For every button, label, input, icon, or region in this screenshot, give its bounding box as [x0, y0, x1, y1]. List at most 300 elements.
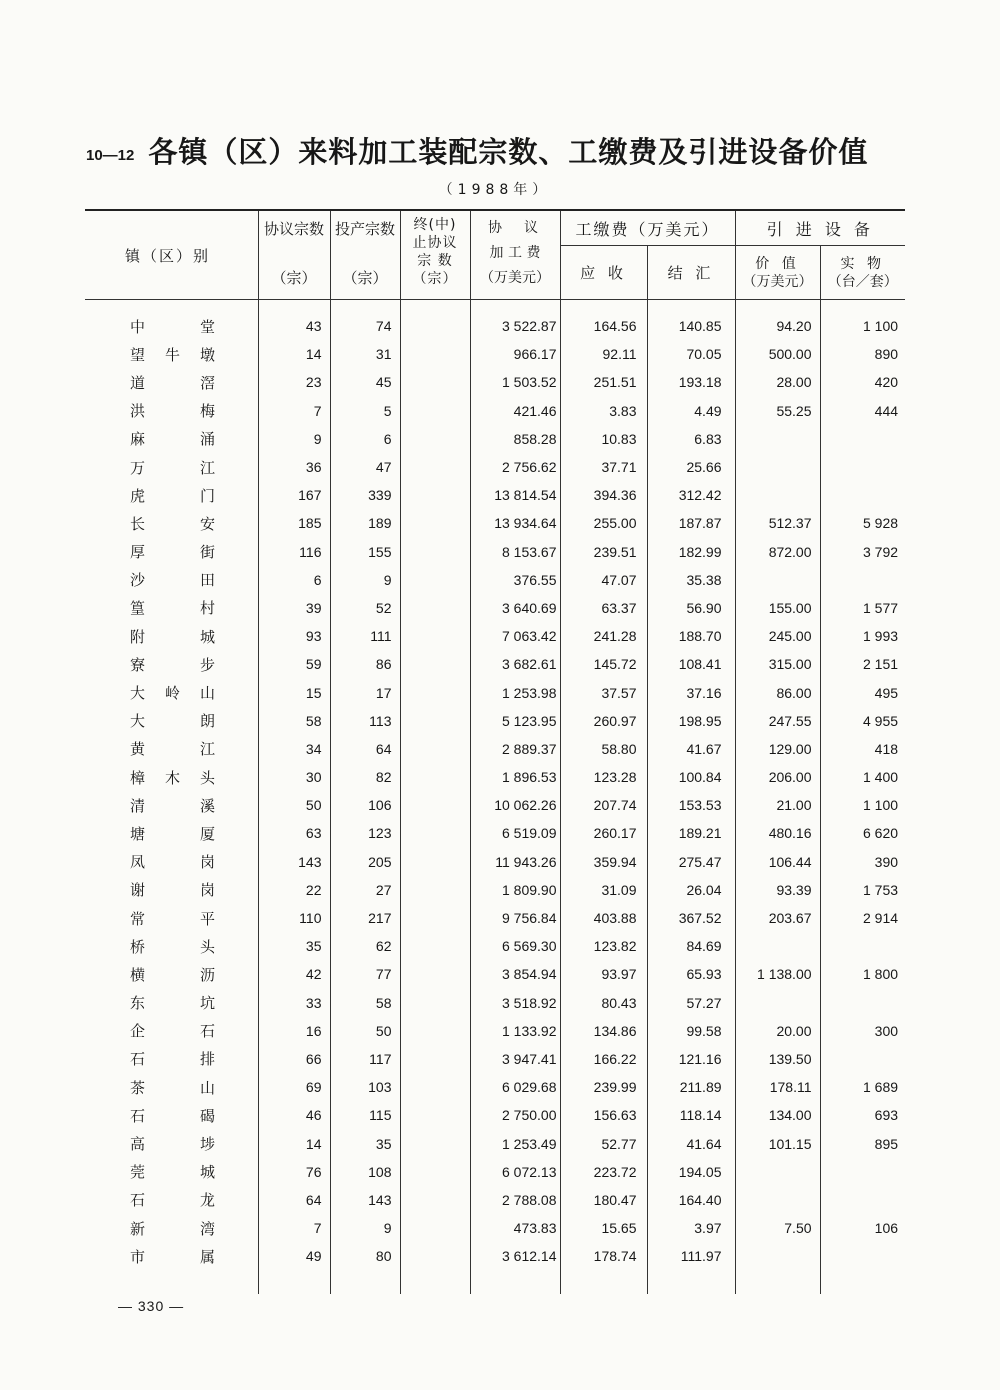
town-name: 大 岭 山: [130, 684, 215, 703]
cell-in-production: 9: [330, 566, 400, 594]
header-town-label: 镇（区）别: [125, 246, 211, 265]
table-row: [85, 594, 905, 622]
spacer-cell: [400, 300, 470, 313]
cell-remitted: 189.21: [647, 819, 735, 847]
cell-receivable: 239.51: [560, 538, 647, 566]
cell-agreements: 35: [258, 932, 330, 960]
cell-equipment-units: 693: [874, 1107, 899, 1124]
cell-receivable: 164.56: [560, 312, 647, 340]
cell-remitted: 35.38: [647, 566, 735, 594]
cell-agreements: 69: [258, 1073, 330, 1101]
town-name: 莞 城: [130, 1163, 215, 1182]
cell-terminated: [400, 538, 470, 566]
cell-in-production: 74: [330, 312, 400, 340]
cell-equipment-units: [820, 1045, 905, 1073]
cell-agreements: 185: [258, 509, 330, 537]
table-row: [85, 1045, 905, 1073]
cell-equipment-value: 1 138.00: [735, 960, 820, 988]
cell-remitted: 198.95: [647, 707, 735, 735]
cell-remitted: 140.85: [647, 312, 735, 340]
cell-terminated: [400, 735, 470, 763]
cell-in-production: 113: [330, 707, 400, 735]
cell-processing-fee: 6 519.09: [470, 819, 560, 847]
cell-terminated: [400, 312, 470, 340]
cell-processing-fee: 421.46: [470, 397, 560, 425]
spacer-cell: [647, 1270, 735, 1294]
cell-town: [85, 1017, 258, 1045]
cell-town: [85, 622, 258, 650]
cell-receivable: 15.65: [560, 1214, 647, 1242]
town-name: 谢 岗: [130, 881, 215, 900]
cell-town: [85, 650, 258, 678]
table-row: [85, 509, 905, 537]
cell-equipment-value: 86.00: [735, 678, 820, 706]
header-terminated-line: 止协议: [412, 235, 458, 251]
cell-processing-fee: 3 854.94: [470, 960, 560, 988]
spacer-cell: [330, 1270, 400, 1294]
cell-processing-fee: 9 756.84: [470, 904, 560, 932]
cell-terminated: [400, 594, 470, 622]
cell-equipment-value: 206.00: [735, 763, 820, 791]
cell-receivable: 260.17: [560, 819, 647, 847]
cell-remitted: 41.64: [647, 1129, 735, 1157]
cell-town: [85, 1214, 258, 1242]
header-processing-charges-label: 工缴费（万美元）: [575, 219, 720, 239]
cell-processing-fee: 13 814.54: [470, 481, 560, 509]
cell-receivable: 241.28: [560, 622, 647, 650]
cell-equipment-value: 28.00: [735, 368, 820, 396]
cell-town: [85, 763, 258, 791]
cell-agreements: 9: [258, 425, 330, 453]
town-name: 篁 村: [130, 599, 215, 618]
cell-remitted: 25.66: [647, 453, 735, 481]
town-name: 万 江: [130, 458, 215, 477]
town-name: 道 滘: [130, 373, 215, 392]
cell-town: [85, 453, 258, 481]
table-row: [85, 763, 905, 791]
cell-town: [85, 1129, 258, 1157]
cell-terminated: [400, 1129, 470, 1157]
cell-in-production: 47: [330, 453, 400, 481]
table-row: [85, 904, 905, 932]
cell-equipment-units: [820, 1158, 905, 1186]
cell-processing-fee: 3 518.92: [470, 989, 560, 1017]
cell-agreements: 93: [258, 622, 330, 650]
table-row: [85, 1017, 905, 1045]
table-row: [85, 1073, 905, 1101]
cell-in-production: 86: [330, 650, 400, 678]
cell-town: [85, 848, 258, 876]
cell-town: [85, 932, 258, 960]
cell-equipment-value: 512.37: [735, 509, 820, 537]
cell-town: [85, 960, 258, 988]
cell-agreements: 143: [258, 848, 330, 876]
cell-agreements: 110: [258, 904, 330, 932]
cell-terminated: [400, 1158, 470, 1186]
cell-agreements: 58: [258, 707, 330, 735]
cell-receivable: 63.37: [560, 594, 647, 622]
cell-receivable: 251.51: [560, 368, 647, 396]
cell-remitted: 275.47: [647, 848, 735, 876]
cell-equipment-units: [820, 481, 905, 509]
cell-equipment-units: 6 620: [862, 825, 899, 842]
table-row: [85, 566, 905, 594]
spacer-cell: [647, 300, 735, 313]
table-row: [85, 1214, 905, 1242]
cell-agreements: 15: [258, 678, 330, 706]
cell-in-production: 339: [330, 481, 400, 509]
cell-remitted: 6.83: [647, 425, 735, 453]
cell-processing-fee: 6 569.30: [470, 932, 560, 960]
town-name: 中 堂: [130, 317, 215, 336]
cell-equipment-value: 480.16: [735, 819, 820, 847]
header-equipment-value-label: 价 值: [755, 255, 800, 272]
cell-in-production: 6: [330, 425, 400, 453]
cell-receivable: 239.99: [560, 1073, 647, 1101]
cell-equipment-units: 4 955: [862, 712, 899, 729]
town-name: 市 属: [130, 1247, 215, 1266]
cell-agreements: 34: [258, 735, 330, 763]
cell-processing-fee: 376.55: [470, 566, 560, 594]
cell-equipment-units: 418: [874, 740, 899, 757]
cell-remitted: 37.16: [647, 678, 735, 706]
cell-terminated: [400, 566, 470, 594]
cell-equipment-value: [735, 1186, 820, 1214]
spacer-cell: [330, 300, 400, 313]
cell-equipment-value: 245.00: [735, 622, 820, 650]
cell-remitted: 41.67: [647, 735, 735, 763]
table-number: 10—12: [86, 147, 135, 164]
cell-town: [85, 876, 258, 904]
cell-processing-fee: 1 896.53: [470, 763, 560, 791]
cell-terminated: [400, 763, 470, 791]
cell-town: [85, 340, 258, 368]
cell-agreements: 7: [258, 397, 330, 425]
cell-in-production: 108: [330, 1158, 400, 1186]
town-name: 厚 街: [130, 543, 215, 562]
cell-processing-fee: 3 612.14: [470, 1242, 560, 1270]
cell-terminated: [400, 397, 470, 425]
cell-remitted: 187.87: [647, 509, 735, 537]
cell-remitted: 153.53: [647, 791, 735, 819]
town-name: 寮 步: [130, 655, 215, 674]
cell-processing-fee: 1 253.49: [470, 1129, 560, 1157]
header-equipment-value: [735, 246, 820, 300]
town-name: 石 排: [130, 1050, 215, 1069]
cell-processing-fee: 2 750.00: [470, 1101, 560, 1129]
cell-processing-fee: 966.17: [470, 340, 560, 368]
town-name: 附 城: [130, 627, 215, 646]
cell-town: [85, 678, 258, 706]
cell-equipment-value: 93.39: [735, 876, 820, 904]
cell-agreements: 43: [258, 312, 330, 340]
cell-equipment-value: [735, 481, 820, 509]
cell-equipment-units: 895: [874, 1135, 899, 1152]
cell-equipment-units: 1 689: [862, 1079, 899, 1096]
cell-town: [85, 397, 258, 425]
cell-equipment-value: 155.00: [735, 594, 820, 622]
town-name: 塘 厦: [130, 824, 215, 843]
cell-processing-fee: 2 889.37: [470, 735, 560, 763]
cell-processing-fee: 1 253.98: [470, 678, 560, 706]
cell-equipment-units: 890: [874, 346, 899, 363]
cell-receivable: 178.74: [560, 1242, 647, 1270]
cell-terminated: [400, 1017, 470, 1045]
table-header: [85, 210, 905, 300]
cell-equipment-units: 495: [874, 684, 899, 701]
cell-receivable: 260.97: [560, 707, 647, 735]
header-processing-fee-line: 加 工 费: [489, 245, 541, 261]
header-equipment-value-unit: （万美元）: [742, 273, 813, 290]
cell-processing-fee: 10 062.26: [470, 791, 560, 819]
table-body: [85, 300, 905, 1295]
cell-agreements: 36: [258, 453, 330, 481]
spacer-cell: [400, 1270, 470, 1294]
cell-in-production: 189: [330, 509, 400, 537]
cell-equipment-units: 390: [874, 853, 899, 870]
cell-equipment-units: 5 928: [862, 515, 899, 532]
table-row: [85, 1101, 905, 1129]
cell-equipment-value: 247.55: [735, 707, 820, 735]
cell-equipment-value: 7.50: [735, 1214, 820, 1242]
town-name: 高 埗: [130, 1135, 215, 1154]
cell-agreements: 16: [258, 1017, 330, 1045]
cell-receivable: 394.36: [560, 481, 647, 509]
header-terminated: [400, 210, 470, 300]
cell-processing-fee: 473.83: [470, 1214, 560, 1242]
table-title: [86, 128, 886, 172]
cell-agreements: 50: [258, 791, 330, 819]
cell-processing-fee: 858.28: [470, 425, 560, 453]
table-row: [85, 1186, 905, 1214]
cell-receivable: 134.86: [560, 1017, 647, 1045]
table-row: [85, 791, 905, 819]
cell-remitted: 70.05: [647, 340, 735, 368]
cell-in-production: 143: [330, 1186, 400, 1214]
cell-processing-fee: 8 153.67: [470, 538, 560, 566]
cell-in-production: 155: [330, 538, 400, 566]
cell-remitted: 84.69: [647, 932, 735, 960]
header-remitted-label: 结 汇: [667, 264, 715, 282]
header-processing-fee-line: 协 议: [488, 220, 542, 236]
cell-agreements: 22: [258, 876, 330, 904]
cell-in-production: 123: [330, 819, 400, 847]
cell-receivable: 359.94: [560, 848, 647, 876]
table-row: [85, 481, 905, 509]
table-row: [85, 1129, 905, 1157]
spacer-cell: [85, 1270, 258, 1294]
cell-equipment-value: 21.00: [735, 791, 820, 819]
cell-processing-fee: 11 943.26: [470, 848, 560, 876]
table-row: [85, 1242, 905, 1270]
table-row: [85, 960, 905, 988]
cell-terminated: [400, 340, 470, 368]
cell-terminated: [400, 1073, 470, 1101]
cell-agreements: 46: [258, 1101, 330, 1129]
cell-equipment-value: 129.00: [735, 735, 820, 763]
cell-equipment-units: 1 800: [862, 966, 899, 983]
cell-remitted: 4.49: [647, 397, 735, 425]
cell-town: [85, 1101, 258, 1129]
cell-processing-fee: 3 682.61: [470, 650, 560, 678]
town-name: 虎 门: [130, 486, 215, 505]
cell-equipment-value: 94.20: [735, 312, 820, 340]
cell-receivable: 52.77: [560, 1129, 647, 1157]
cell-processing-fee: 1 809.90: [470, 876, 560, 904]
cell-town: [85, 312, 258, 340]
cell-town: [85, 1073, 258, 1101]
table-title-text: 各镇（区）来料加工装配宗数、工缴费及引进设备价值: [148, 135, 869, 169]
cell-town: [85, 1186, 258, 1214]
cell-town: [85, 425, 258, 453]
cell-agreements: 23: [258, 368, 330, 396]
town-name: 清 溪: [130, 796, 215, 815]
spacer-cell: [820, 1270, 905, 1294]
cell-equipment-units: 1 100: [862, 318, 899, 335]
cell-equipment-value: [735, 1242, 820, 1270]
table-year: （1988年）: [438, 182, 552, 198]
cell-receivable: 93.97: [560, 960, 647, 988]
cell-equipment-value: [735, 932, 820, 960]
spacer-cell: [735, 300, 820, 313]
cell-terminated: [400, 1045, 470, 1073]
header-terminated-unit: （宗）: [412, 271, 458, 287]
cell-agreements: 63: [258, 819, 330, 847]
cell-town: [85, 538, 258, 566]
cell-town: [85, 735, 258, 763]
cell-in-production: 115: [330, 1101, 400, 1129]
cell-in-production: 82: [330, 763, 400, 791]
cell-receivable: 37.57: [560, 678, 647, 706]
header-town: [85, 210, 258, 300]
table-spacer: [85, 300, 905, 313]
cell-terminated: [400, 481, 470, 509]
cell-in-production: 35: [330, 1129, 400, 1157]
cell-remitted: 3.97: [647, 1214, 735, 1242]
header-terminated-line: 终(中): [413, 217, 457, 233]
table-row: [85, 622, 905, 650]
cell-receivable: 180.47: [560, 1186, 647, 1214]
cell-equipment-value: 20.00: [735, 1017, 820, 1045]
header-imported-equipment: [735, 210, 905, 246]
table-row: [85, 368, 905, 396]
cell-in-production: 9: [330, 1214, 400, 1242]
town-name: 桥 头: [130, 937, 215, 956]
spacer-cell: [735, 1270, 820, 1294]
town-name: 樟 木 头: [130, 768, 215, 787]
cell-remitted: 211.89: [647, 1073, 735, 1101]
spacer-cell: [560, 1270, 647, 1294]
header-row-1: [85, 210, 905, 246]
spacer-cell: [820, 300, 905, 313]
cell-receivable: 403.88: [560, 904, 647, 932]
cell-receivable: 166.22: [560, 1045, 647, 1073]
table-row: [85, 819, 905, 847]
spacer-cell: [470, 300, 560, 313]
table-row: [85, 538, 905, 566]
cell-equipment-value: [735, 1158, 820, 1186]
cell-equipment-units: 1 577: [862, 599, 899, 616]
cell-processing-fee: 1 503.52: [470, 368, 560, 396]
cell-agreements: 14: [258, 1129, 330, 1157]
cell-in-production: 111: [330, 622, 400, 650]
table-row: [85, 453, 905, 481]
header-terminated-line: 宗 数: [417, 253, 453, 269]
cell-town: [85, 368, 258, 396]
table-row: [85, 397, 905, 425]
cell-equipment-value: 500.00: [735, 340, 820, 368]
cell-remitted: 99.58: [647, 1017, 735, 1045]
cell-in-production: 103: [330, 1073, 400, 1101]
cell-equipment-value: 134.00: [735, 1101, 820, 1129]
cell-receivable: 58.80: [560, 735, 647, 763]
cell-remitted: 193.18: [647, 368, 735, 396]
table-row: [85, 312, 905, 340]
cell-processing-fee: 6 029.68: [470, 1073, 560, 1101]
cell-equipment-units: [820, 425, 905, 453]
spacer-cell: [258, 300, 330, 313]
cell-agreements: 6: [258, 566, 330, 594]
cell-in-production: 117: [330, 1045, 400, 1073]
cell-terminated: [400, 819, 470, 847]
cell-town: [85, 566, 258, 594]
header-agreements-unit: （宗）: [271, 269, 317, 287]
cell-equipment-value: 178.11: [735, 1073, 820, 1101]
cell-equipment-units: [820, 1242, 905, 1270]
cell-receivable: 80.43: [560, 989, 647, 1017]
cell-remitted: 194.05: [647, 1158, 735, 1186]
town-name: 企 石: [130, 1022, 215, 1041]
cell-agreements: 33: [258, 989, 330, 1017]
town-name: 常 平: [130, 909, 215, 928]
spacer-cell: [85, 300, 258, 313]
cell-agreements: 49: [258, 1242, 330, 1270]
cell-remitted: 57.27: [647, 989, 735, 1017]
cell-in-production: 77: [330, 960, 400, 988]
table-row: [85, 735, 905, 763]
header-agreements-label: 协议宗数: [263, 220, 324, 238]
town-name: 黄 江: [130, 740, 215, 759]
table-row: [85, 340, 905, 368]
cell-agreements: 64: [258, 1186, 330, 1214]
table-row: [85, 932, 905, 960]
cell-terminated: [400, 1186, 470, 1214]
header-in-production: [330, 210, 400, 300]
header-agreements: [258, 210, 330, 300]
cell-remitted: 26.04: [647, 876, 735, 904]
cell-receivable: 3.83: [560, 397, 647, 425]
town-name: 望 牛 墩: [130, 345, 215, 364]
header-imported-equipment-label: 引 进 设 备: [766, 219, 874, 239]
cell-agreements: 14: [258, 340, 330, 368]
cell-receivable: 156.63: [560, 1101, 647, 1129]
cell-in-production: 58: [330, 989, 400, 1017]
cell-terminated: [400, 707, 470, 735]
cell-equipment-value: [735, 989, 820, 1017]
cell-equipment-value: [735, 566, 820, 594]
cell-town: [85, 791, 258, 819]
cell-equipment-value: 55.25: [735, 397, 820, 425]
cell-terminated: [400, 622, 470, 650]
cell-receivable: 223.72: [560, 1158, 647, 1186]
cell-in-production: 45: [330, 368, 400, 396]
cell-agreements: 76: [258, 1158, 330, 1186]
cell-equipment-units: 2 151: [862, 656, 899, 673]
table-spacer: [85, 1270, 905, 1294]
cell-terminated: [400, 368, 470, 396]
cell-terminated: [400, 876, 470, 904]
town-name: 石 碣: [130, 1106, 215, 1125]
